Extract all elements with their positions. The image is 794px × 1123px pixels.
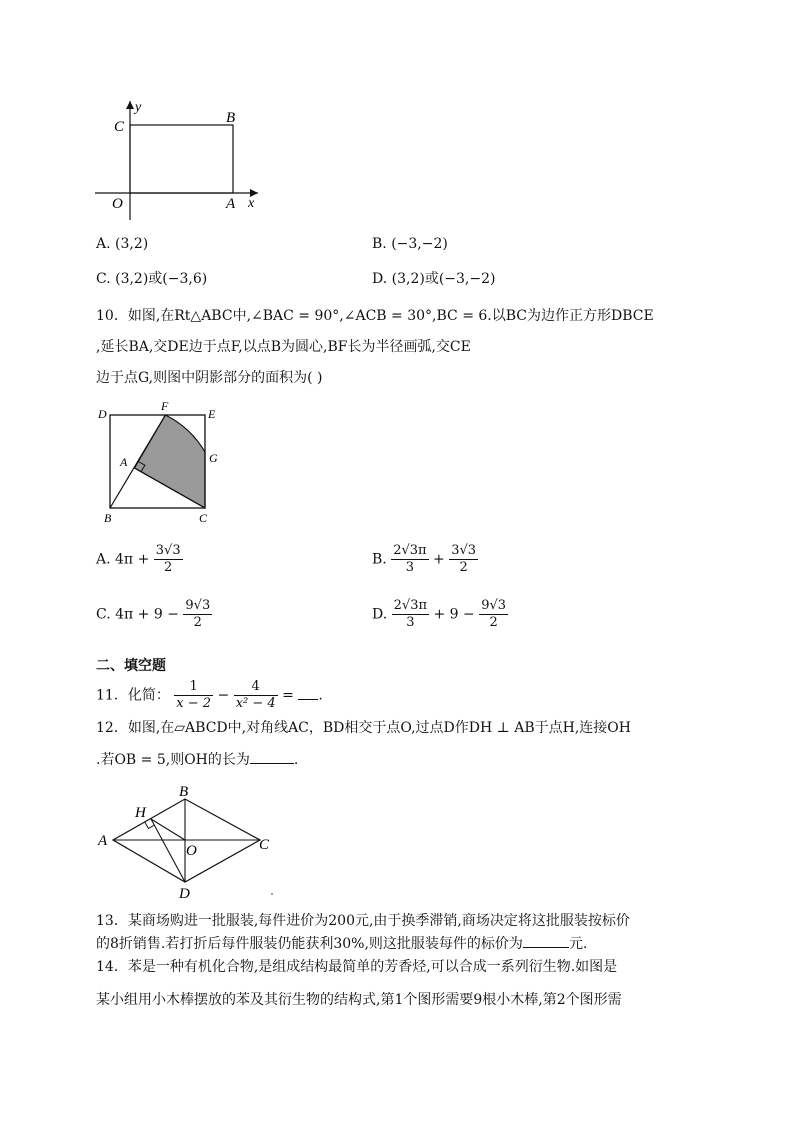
q13-unit: 元. xyxy=(568,936,588,952)
equals-sign: = xyxy=(282,687,294,704)
label-C: C xyxy=(259,837,270,853)
answer-blank[interactable] xyxy=(523,933,569,948)
label-y: y xyxy=(135,100,142,115)
denominator: x² − 4 xyxy=(235,696,276,711)
q10-option-d[interactable] xyxy=(372,598,508,631)
label-F: F xyxy=(161,400,169,413)
answer-blank[interactable] xyxy=(250,749,294,764)
label-A: A xyxy=(98,833,108,849)
numerator: 2√3π xyxy=(393,598,428,613)
numerator: 3√3 xyxy=(155,543,181,558)
q12-text: .若OB = 5,则OH的长为 xyxy=(96,752,250,768)
y-axis-arrow xyxy=(126,101,134,109)
numerator: 1 xyxy=(174,679,213,696)
q10-line-2: ,延长BA,交DE边于点F,以点B为圆心,BF长为半径画弧,交CE xyxy=(96,339,471,355)
label-A: A xyxy=(120,455,128,469)
section-title: 二、填空题 xyxy=(96,658,166,674)
opt-b-prefix: B. xyxy=(372,551,387,568)
q13-line-2 xyxy=(96,933,587,954)
q10-option-c[interactable] xyxy=(96,598,212,631)
q13-text: 的8折销售.若打折后每件服装仍能获利30%,则这批服装每件的标价为 xyxy=(96,936,523,952)
numerator: 3√3 xyxy=(451,543,477,558)
q10-option-b[interactable] xyxy=(372,543,478,576)
period: . xyxy=(293,752,299,768)
opt-c-prefix: C. 4π + 9 − xyxy=(96,606,179,623)
opt-d-prefix: D. xyxy=(372,606,388,623)
label-D: D xyxy=(179,886,190,902)
fraction xyxy=(234,679,278,712)
plus-sign: + xyxy=(433,551,445,568)
q11 xyxy=(96,679,323,712)
numerator: 2√3π xyxy=(393,543,427,558)
label-O: O xyxy=(186,843,197,859)
q9-option-c[interactable]: C. (3,2)或(−3,6) xyxy=(96,271,208,287)
label-x: x xyxy=(248,196,255,211)
numerator: 9√3 xyxy=(185,598,211,613)
fraction xyxy=(479,598,508,631)
rectangle-OABC xyxy=(130,125,233,193)
q12-line-2 xyxy=(96,749,298,770)
label-O: O xyxy=(112,196,123,212)
denominator: 2 xyxy=(459,560,468,575)
q14-line-1: 14．苯是一种有机化合物,是组成结构最简单的芳香烃,可以合成一系列衍生物.如图是 xyxy=(96,959,618,975)
q11-prefix: 11．化简： xyxy=(96,687,170,704)
stray-dot xyxy=(271,893,273,895)
middle-terms: + 9 − xyxy=(433,606,475,623)
fraction xyxy=(174,679,213,712)
q10-option-a[interactable] xyxy=(96,543,183,576)
q9-option-a[interactable]: A. (3,2) xyxy=(96,236,149,252)
label-D: D xyxy=(98,407,107,421)
fraction xyxy=(154,543,183,576)
q12-line-1: 12．如图,在▱ABCD中,对角线AC，BD相交于点O,过点D作DH ⊥ AB于点H,连接OH xyxy=(96,720,631,736)
numerator: 4 xyxy=(234,679,278,696)
opt-a-prefix: A. 4π + xyxy=(96,551,150,568)
label-B: B xyxy=(226,110,236,126)
minus-sign: − xyxy=(217,687,230,704)
parallelogram-figure xyxy=(95,780,280,905)
shaded-region xyxy=(135,415,206,508)
q9-option-b[interactable]: B. (−3,−2) xyxy=(372,236,448,252)
label-E: E xyxy=(208,407,216,421)
label-B: B xyxy=(104,511,112,525)
q13-line-1: 13．某商场购进一批服装,每件进价为200元,由于换季滞销,商场决定将这批服装按标价 xyxy=(96,913,630,929)
fraction xyxy=(183,598,212,631)
label-G: G xyxy=(209,451,218,465)
label-H: H xyxy=(135,805,146,821)
label-C: C xyxy=(199,511,208,525)
period: . xyxy=(318,687,323,704)
q10-line-3: 边于点G,则图中阴影部分的面积为( ) xyxy=(96,370,323,386)
square-arc-figure xyxy=(92,400,227,528)
denominator: x − 2 xyxy=(176,696,212,711)
numerator: 9√3 xyxy=(481,598,507,613)
denominator: 3 xyxy=(406,615,415,630)
q9-option-d[interactable]: D. (3,2)或(−3,−2) xyxy=(372,271,496,287)
label-C: C xyxy=(114,119,125,135)
fraction xyxy=(391,543,428,576)
q10-line-1: 10．如图,在Rt△ABC中,∠BAC = 90°,∠ACB = 30°,BC = 6.以BC为边作正方形DBCE xyxy=(96,308,654,324)
denominator: 2 xyxy=(164,560,173,575)
label-A: A xyxy=(226,196,236,212)
coordinate-figure xyxy=(90,95,270,220)
fraction xyxy=(449,543,478,576)
denominator: 3 xyxy=(405,560,415,575)
q14-line-2: 某小组用小木棒摆放的苯及其衍生物的结构式,第1个图形需要9根小木棒,第2个图形需 xyxy=(96,992,622,1008)
denominator: 2 xyxy=(193,615,202,630)
fraction xyxy=(392,598,429,631)
denominator: 2 xyxy=(489,615,498,630)
label-B: B xyxy=(179,784,189,800)
answer-blank[interactable] xyxy=(298,685,318,700)
